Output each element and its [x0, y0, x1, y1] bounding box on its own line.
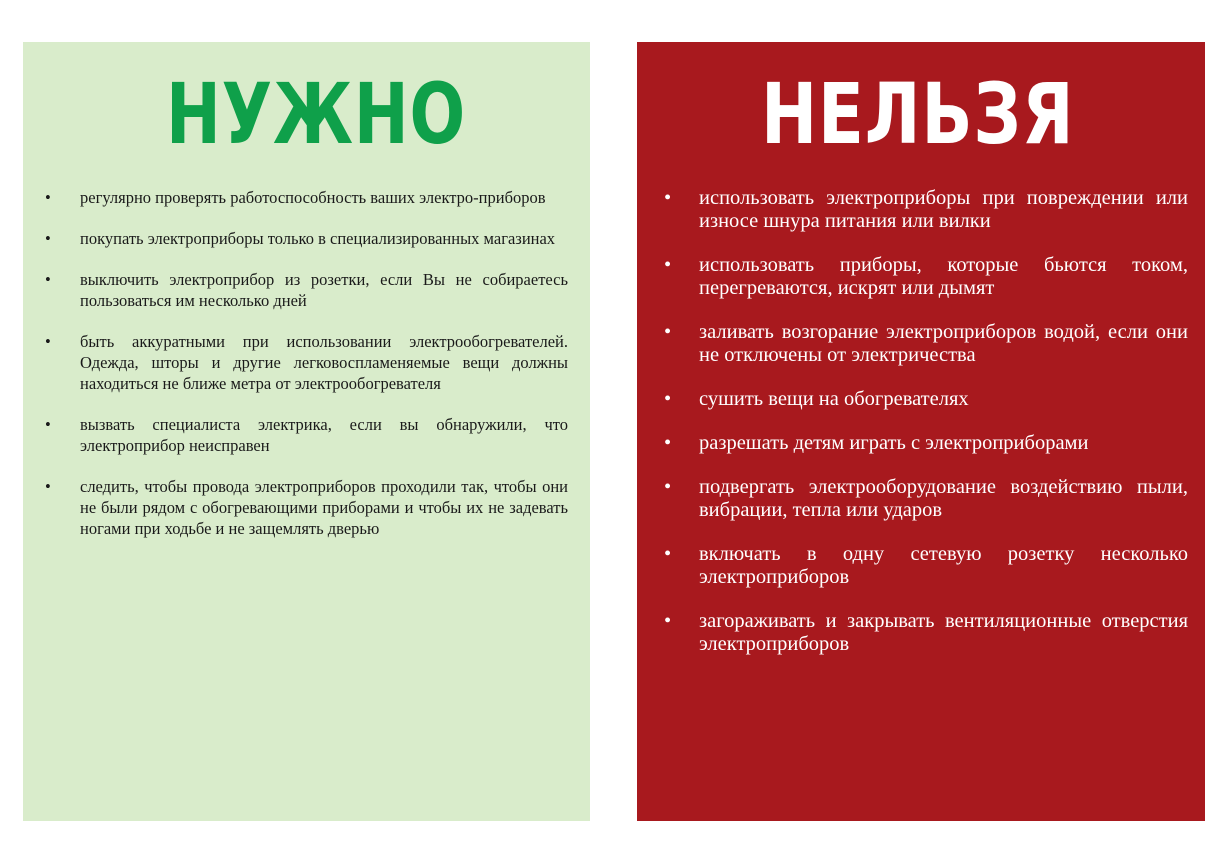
dont-panel — [637, 42, 1205, 821]
dont-list-item — [664, 388, 1188, 411]
do-list-item — [45, 476, 568, 539]
do-list-item — [45, 414, 568, 456]
dont-item-text: загораживать и закрывать вентиляционные отверстия электроприборов — [699, 610, 1188, 655]
bullet-icon: • — [45, 477, 51, 496]
dont-item-text: использовать приборы, которые бьются током, перегреваются, искрят или дымят — [699, 254, 1188, 299]
dont-heading: НЕЛЬЗЯ — [761, 65, 1075, 163]
bullet-icon: • — [664, 187, 672, 209]
do-list — [45, 187, 568, 559]
dont-item-text: заливать возгорание электроприборов водой, если они не отключены от электричества — [699, 321, 1188, 366]
do-item-text: регулярно проверять работоспособность ваших электро-приборов — [80, 188, 546, 207]
bullet-icon: • — [664, 321, 672, 343]
dont-item-text: сушить вещи на обогревателях — [699, 388, 969, 410]
dont-item-text: включать в одну сетевую розетку несколько электроприборов — [699, 543, 1188, 588]
bullet-icon: • — [664, 432, 672, 454]
dont-item-text: использовать электроприборы при повреждении или износе шнура питания или вилки — [699, 187, 1188, 232]
do-panel — [23, 42, 590, 821]
do-item-text: выключить электроприбор из розетки, если Вы не собираетесь пользоваться им несколько дней — [80, 270, 568, 310]
dont-list-item — [664, 543, 1188, 589]
do-list-item — [45, 187, 568, 208]
bullet-icon: • — [45, 188, 51, 207]
do-list-item — [45, 228, 568, 249]
do-list-item — [45, 331, 568, 394]
dont-list-item — [664, 187, 1188, 233]
do-item-text: покупать электроприборы только в специализированных магазинах — [80, 229, 556, 248]
dont-list-item — [664, 321, 1188, 367]
do-item-text: быть аккуратными при использовании электрообогревателей. Одежда, шторы и другие легковоспламеняемые вещи должны находиться не ближе метра от электрообогревателя — [80, 332, 568, 393]
bullet-icon: • — [664, 543, 672, 565]
dont-list-item — [664, 476, 1188, 522]
dont-list — [664, 187, 1188, 677]
bullet-icon: • — [664, 254, 672, 276]
do-heading: НУЖНО — [166, 65, 466, 163]
bullet-icon: • — [664, 388, 672, 410]
bullet-icon: • — [45, 229, 51, 248]
dont-list-item — [664, 610, 1188, 656]
bullet-icon: • — [45, 270, 51, 289]
dont-list-item — [664, 432, 1188, 455]
do-item-text: следить, чтобы провода электроприборов проходили так, чтобы они не были рядом с обогревающими приборами и чтобы их не задевать ногами при ходьбе и не защемлять дверью — [80, 477, 568, 538]
bullet-icon: • — [45, 332, 51, 351]
bullet-icon: • — [664, 610, 672, 632]
dont-list-item — [664, 254, 1188, 300]
bullet-icon: • — [664, 476, 672, 498]
bullet-icon: • — [45, 415, 51, 434]
dont-item-text: разрешать детям играть с электроприборами — [699, 432, 1089, 454]
dont-item-text: подвергать электрооборудование воздействию пыли, вибрации, тепла или ударов — [699, 476, 1188, 521]
do-item-text: вызвать специалиста электрика, если вы обнаружили, что электроприбор неисправен — [80, 415, 568, 455]
do-list-item — [45, 269, 568, 311]
